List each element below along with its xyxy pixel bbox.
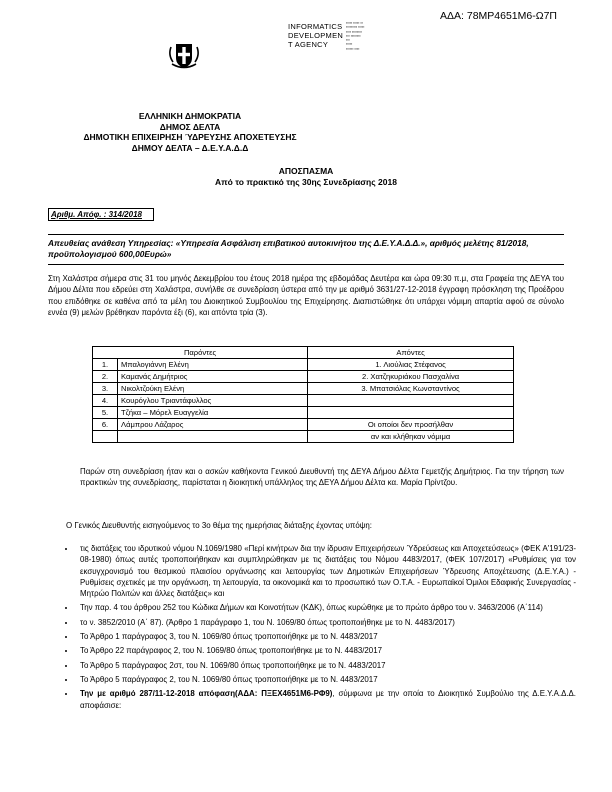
document-title: ΑΠΟΣΠΑΣΜΑ Από το πρακτικό της 30ης Συνεδρίασης 2018 — [215, 166, 397, 187]
ada-reference: ΑΔΑ: 78ΜΡ4651Μ6-Ω7Π — [440, 10, 557, 22]
list-item: • Το Άρθρο 5 παράγραφος 2στ, του Ν. 1069/80 όπως τροποποιήθηκε με το Ν. 4483/2017 — [76, 660, 576, 671]
informatics-agency-stamp: INFORMATICS DEVELOPMEN T AGENCY — [288, 22, 344, 49]
decision-number-box — [48, 208, 154, 221]
table-row: 6. Λάμπρου Λάζαρος Οι οποίοι δεν προσήλθαν — [93, 419, 514, 431]
table-row: αν και κλήθηκαν νόμιμα — [93, 431, 514, 443]
table-row: 5. Τζήκα – Μόρελ Ευαγγελία — [93, 407, 514, 419]
digital-signature-fineprint: ▪▪▪▪▪ ▪▪▪▪▪ ▪▪ ▪▪▪▪▪▪▪▪▪ ▪▪▪▪▪ ▪▪▪▪ ▪▪▪▪▪▪▪▪ ▪▪▪ ▪▪▪▪▪▪▪▪ ▪▪▪ ▪▪▪▪▪ ▪▪▪▪▪▪ ▪▪▪▪ — [346, 21, 365, 51]
decision-number-value: 314/2018 — [106, 210, 142, 219]
list-item: • Το Άρθρο 1 παράγραφος 3, του Ν. 1069/80 όπως τροποποιήθηκε με το Ν. 4483/2017 — [76, 631, 576, 642]
list-item: • Το Άρθρο 22 παράγραφος 2, του Ν. 1069/80 όπως τροποποιήθηκε με το Ν. 4483/2017 — [76, 645, 576, 656]
greek-coat-of-arms-icon — [166, 38, 202, 74]
table-row: 4. Κουρόγλου Τριαντάφυλλος — [93, 395, 514, 407]
organization-header: ΕΛΛΗΝΙΚΗ ΔΗΜΟΚΡΑΤΙΑ ΔΗΜΟΣ ΔΕΛΤΑ ΔΗΜΟΤΙΚΗ ΕΠΙΧΕΙΡΗΣΗ ΎΔΡΕΥΣΗΣ ΑΠΟΧΕΤΕΥΣΗΣ ΔΗΜΟΥ ΔΕΛΤΑ – Δ.Ε.Υ.Α.Δ.Δ — [83, 111, 297, 153]
considerations-list — [62, 543, 576, 714]
list-item: • το ν. 3852/2010 (Α΄ 87). (Άρθρο 1 παράγραφο 1, του Ν. 1069/80 όπως τροποποιήθηκε με το Ν. 4483/2017) — [76, 617, 576, 628]
absent-header: Απόντες — [308, 347, 514, 359]
table-row: 1. Μπαλογιάννη Ελένη 1. Λιούλιας Στέφανος — [93, 359, 514, 371]
list-item: • Την παρ. 4 του άρθρου 252 του Κώδικα Δήμων και Κοινοτήτων (ΚΔΚ), όπως κυρώθηκε με το πρώτο άρθρο του ν. 3463/2006 (Α΄114) — [76, 602, 576, 613]
list-item: • τις διατάξεις του ιδρυτικού νόμου Ν.1069/1980 «Περί κινήτρων δια την ίδρυσιν Επιχειρήσεων Ύδρεύσεως και Αποχετεύσεως» (ΦΕΚ Α'191/23-08-1980) όπως αυτές τροποποιήθηκαν και συμπληρώθηκαν με τις διατάξεις του Νόμου 4483/2017, (ΦΕΚ 107/2017) «Ρυθμίσεις για τον εκσυγχρονισμό του θεσμικού πλαισίου οργάνωσης και λειτουργίας των Δημοτικών Επιχειρήσεων Ύδρευσης Αποχέτευσης (Δ.Ε.Υ.Α.) - Ρυθμίσεις σχετικές με την οργάνωση, τη λειτουργία, τα οικονομικά και το προσωπικό των Ο.Τ.Α. - Ευρωπαϊκοί Όμιλοι Εδαφικής Συνεργασίας - Μητρώο Πολιτών και άλλες διατάξεις» και — [76, 543, 576, 599]
director-intro: Ο Γενικός Διευθυντής εισηγούμενος το 3ο θέμα της ημερήσιας διάταξης έχοντας υπόψη: — [66, 521, 372, 530]
attendance-table — [92, 346, 514, 443]
decision-text: , σύμφωνα με την οποία το Διοικητικό Συμβούλιο της Δ.Ε.Υ.Α.Δ.Δ. αποφάσισε: — [80, 689, 577, 710]
attendance-header-row — [93, 347, 514, 359]
presence-note: Παρών στη συνεδρίαση ήταν και ο ασκών καθήκοντα Γενικού Διευθυντή της ΔΕΥΑ Δήμου Δέλτα Γεμετζής Δημήτριος. Για την τήρηση των πρακτικών της συνεδρίασης, παρίσταται η διοικητική υπάλληλος της ΔΕΥΑ Δήμου Δέλτα κα. Μαρία Πρίντζου. — [80, 467, 564, 488]
list-item — [76, 688, 576, 711]
table-row: 3. Νικολτζούκη Ελένη 3. Μπατσιόλας Κωνσταντίνος — [93, 383, 514, 395]
intro-paragraph: Στη Χαλάστρα σήμερα στις 31 του μηνός Δεκεμβρίου του έτους 2018 ημέρα της εβδομάδας Δευτέρα και ώρα 09:30 π.μ, στα Γραφεία της ΔΕΥΑ του Δήμου Δέλτα που εδρεύει στη Χαλάστρα, συνήλθε σε συνεδρίαση ύστερα από την με αριθμό 3631/27-12-2018 έγγραφη πρόσκληση της Προέδρου που επιδόθηκε σε καθένα από τα μέλη του Διοικητικού Συμβουλίου της Επιχείρησης. Διαπιστώθηκε ότι υπάρχει νόμιμη απαρτία αφού σε σύνολο εννέα (9) μελών βρέθηκαν παρόντα έξι (6), και απόντα τρία (3). — [48, 274, 564, 317]
decision-number-label: Αριθμ. Απόφ. : — [51, 210, 107, 219]
subject-box: Απευθείας ανάθεση Υπηρεσίας: «Υπηρεσία Ασφάλιση επιβατικού αυτοκινήτου της Δ.Ε.Υ.Α.Δ.Δ.», αριθμός μελέτης 81/2018, προϋπολογισμού 600,00Ευρώ» — [48, 234, 564, 265]
present-header: Παρόντες — [93, 347, 308, 359]
decision-reference: Την με αριθμό 287/11-12-2018 απόφαση(ΑΔΑ: ΠΞΕΧ4651Μ6-ΡΦ9) — [80, 689, 333, 699]
list-item: • Το Άρθρο 5 παράγραφος 2, του Ν. 1069/80 όπως τροποποιήθηκε με το Ν. 4483/2017 — [76, 674, 576, 685]
table-row: 2. Καμανάς Δημήτριος 2. Χατζηκυριάκου Πασχαλίνα — [93, 371, 514, 383]
